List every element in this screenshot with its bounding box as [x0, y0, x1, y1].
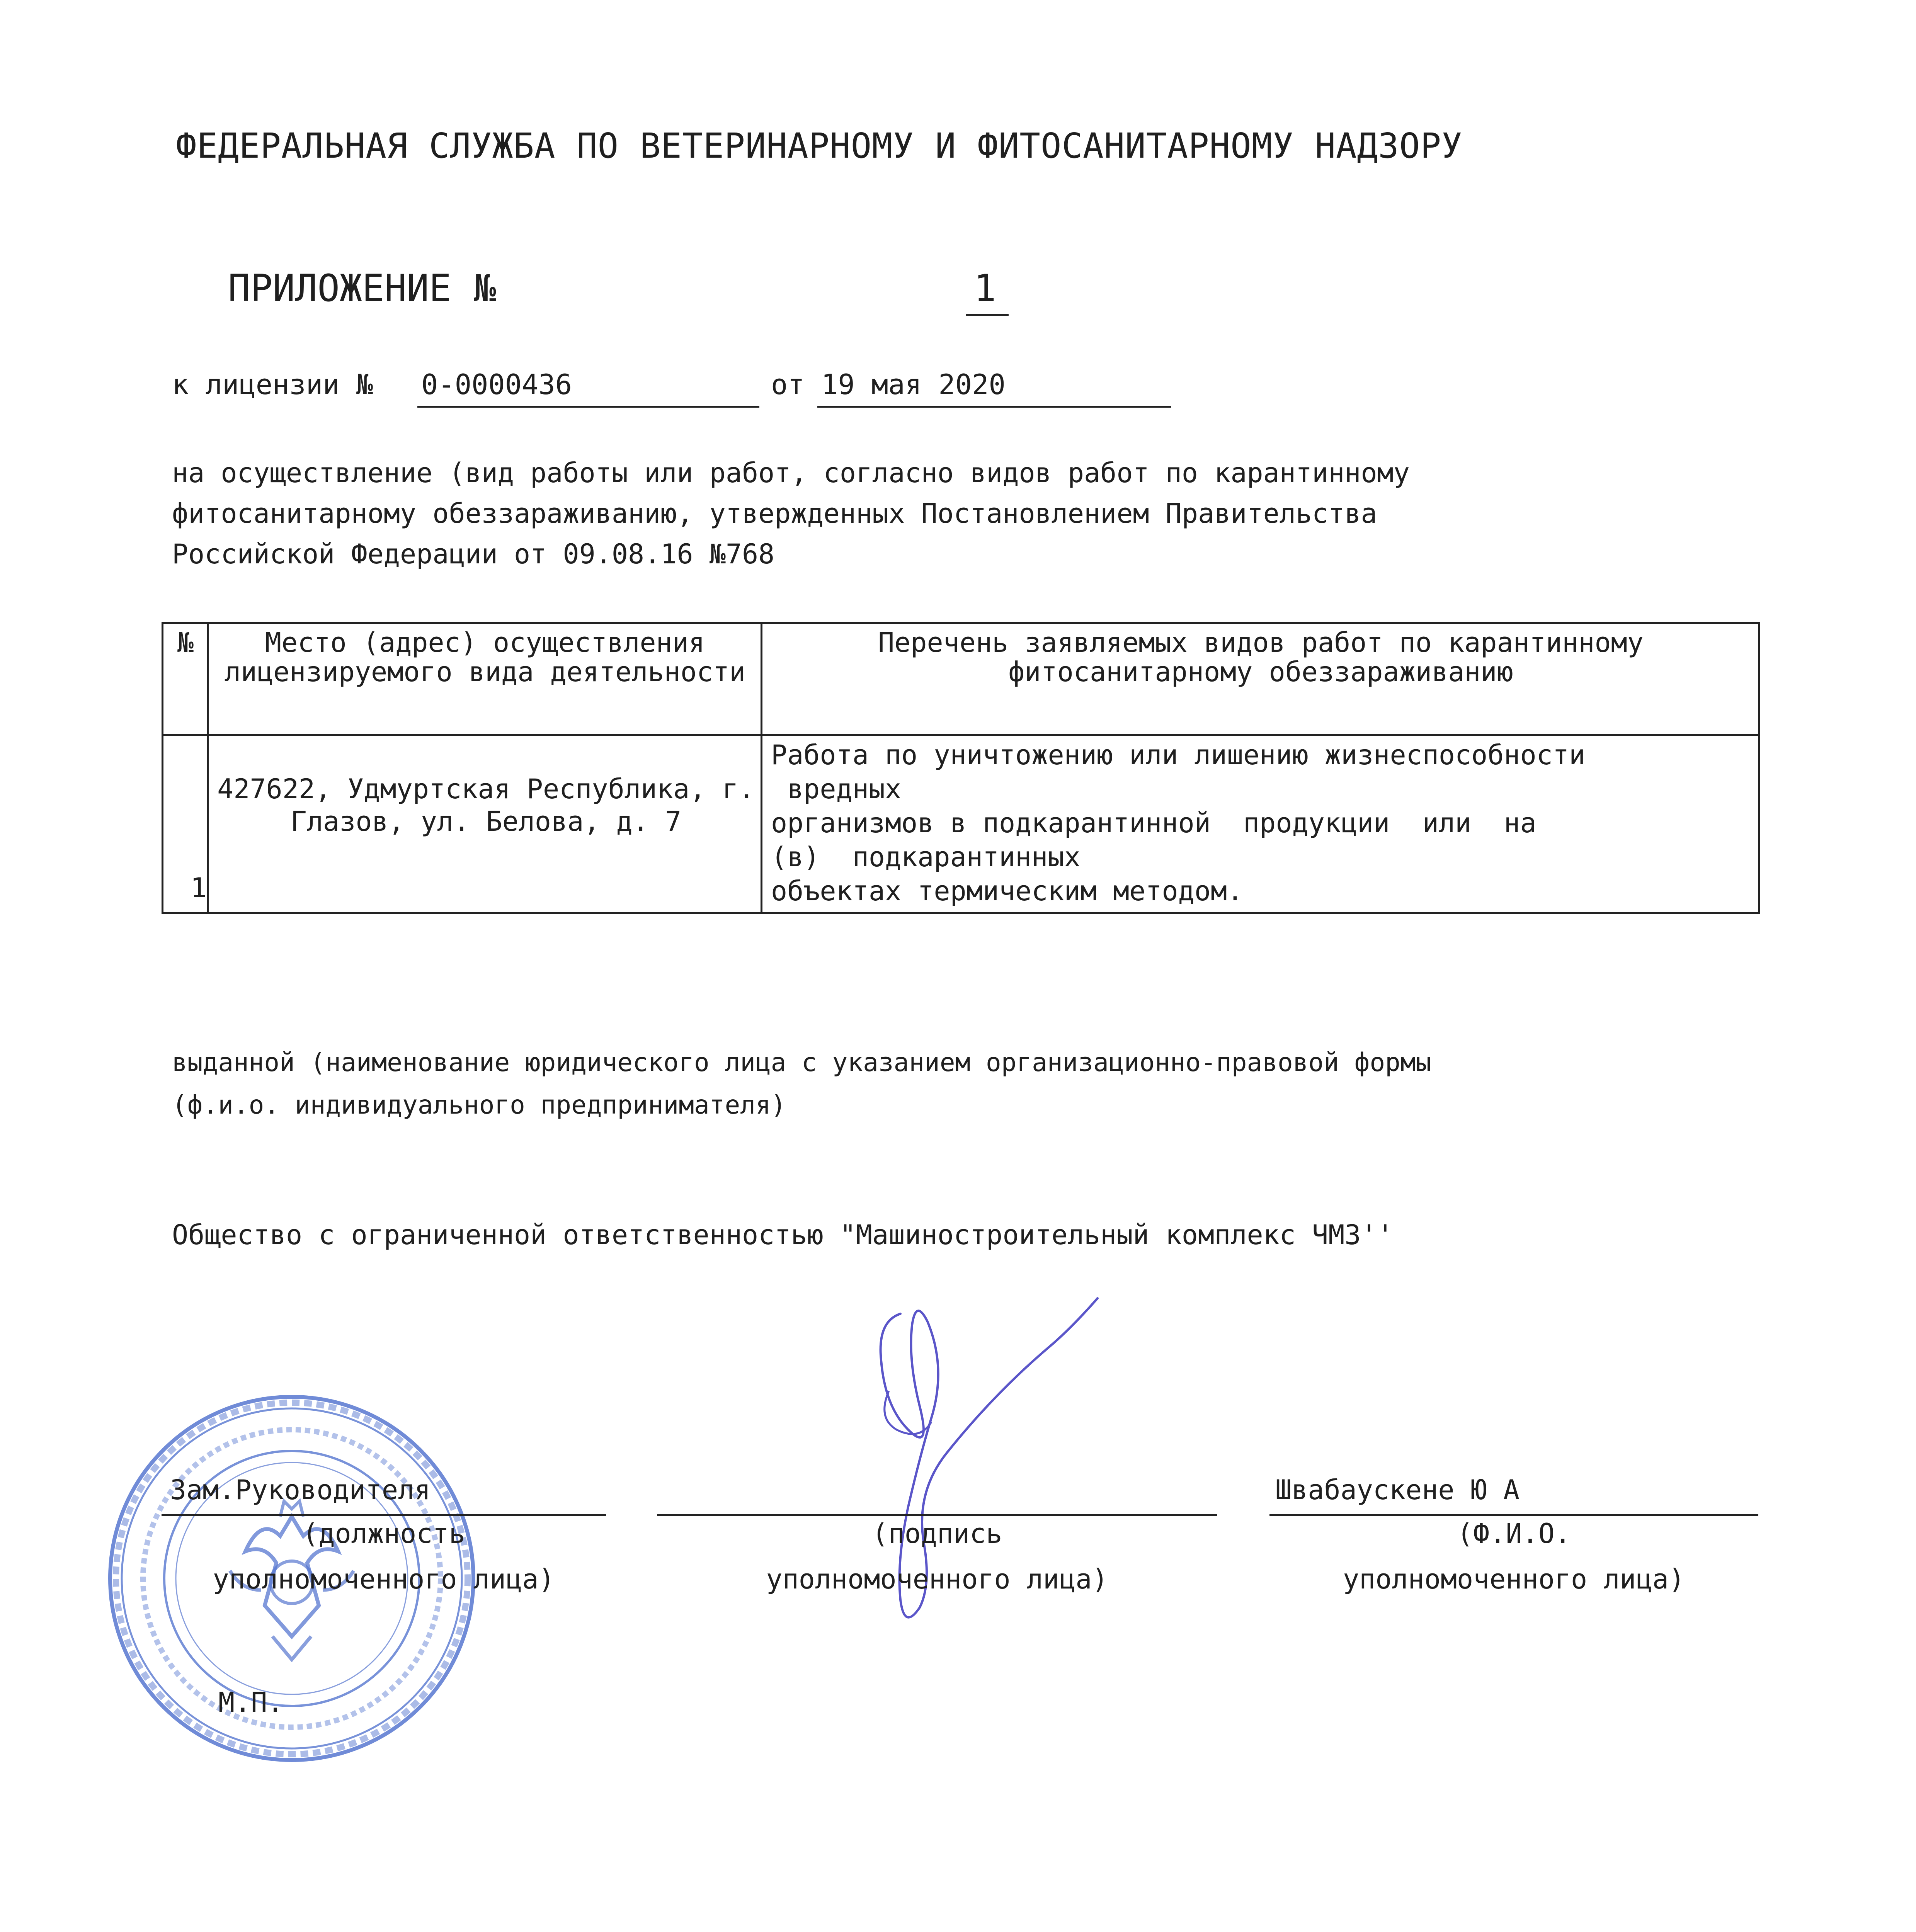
- position-value: Зам.Руководителя: [170, 1474, 431, 1506]
- table-row-works: [771, 738, 1756, 908]
- signature-caption-line-1: (подпись: [872, 1518, 1002, 1549]
- position-caption-line-2: уполномоченного лица): [213, 1563, 555, 1595]
- works-line-4: (в) подкарантинных: [771, 841, 1081, 873]
- license-number: 0-0000436: [421, 368, 572, 401]
- signature-caption-line-2: уполномоченного лица): [766, 1563, 1108, 1595]
- table-col-divider-1: [207, 622, 209, 914]
- table-col-divider-2: [761, 622, 762, 914]
- table-header-divider: [162, 734, 1760, 736]
- license-from-label: от: [771, 368, 805, 401]
- table-header-place: Место (адрес) осуществления лицензируемого вида деятельности: [224, 627, 746, 688]
- authorized-person-name: Швабаускене Ю А: [1275, 1474, 1520, 1506]
- license-date-underline: [817, 406, 1171, 408]
- table-left-border: [162, 622, 163, 914]
- table-header-num: №: [177, 627, 194, 658]
- signature-caption: [657, 1511, 1217, 1602]
- license-number-underline: [417, 406, 759, 408]
- issued-to-block: [172, 1041, 1431, 1126]
- table-row-place: 427622, Удмуртская Республика, г. Глазов, ул. Белова, д. 7: [217, 773, 755, 837]
- organization-name: Общество с ограниченной ответственностью "Машиностроительный комплекс ЧМЗ'': [172, 1219, 1394, 1251]
- name-caption-line-1: (Ф.И.О.: [1457, 1518, 1571, 1549]
- license-date: 19 мая 2020: [821, 368, 1006, 401]
- agency-title: ФЕДЕРАЛЬНАЯ СЛУЖБА ПО ВЕТЕРИНАРНОМУ И ФИТОСАНИТАРНОМУ НАДЗОРУ: [176, 126, 1463, 166]
- works-line-1: Работа по уничтожению или лишению жизнеспособности: [771, 739, 1586, 771]
- table-top-border: [162, 622, 1760, 624]
- table-bottom-border: [162, 912, 1760, 914]
- activity-line-2: фитосанитарному обеззараживанию, утвержденных Постановлением Правительства: [172, 498, 1377, 529]
- position-caption-line-1: (должность: [302, 1518, 465, 1549]
- activity-line-3: Российской Федерации от 09.08.16 №768: [172, 538, 775, 570]
- activity-line-1: на осуществление (вид работы или работ, согласно видов работ по карантинному: [172, 457, 1410, 489]
- works-line-2: вредных: [771, 773, 902, 805]
- table-header-works: Перечень заявляемых видов работ по карантинному фитосанитарному обеззараживанию: [878, 627, 1644, 688]
- works-line-3: организмов в подкарантинной продукции или на: [771, 807, 1537, 839]
- appendix-number: 1: [974, 267, 996, 310]
- issued-to-line-2: (ф.и.о. индивидуального предпринимателя): [172, 1090, 786, 1120]
- seal-place-label: М.П.: [218, 1687, 284, 1718]
- appendix-label: ПРИЛОЖЕНИЕ №: [228, 267, 496, 310]
- name-caption: [1269, 1511, 1758, 1602]
- appendix-number-underline: [966, 314, 1009, 316]
- name-caption-line-2: уполномоченного лица): [1343, 1563, 1685, 1595]
- works-line-5: объектах термическим методом.: [771, 875, 1244, 907]
- issued-to-line-1: выданной (наименование юридического лица с указанием организационно-правовой формы: [172, 1048, 1431, 1077]
- table-right-border: [1758, 622, 1760, 914]
- table-row-num: 1: [190, 872, 207, 904]
- license-prefix: к лицензии №: [172, 368, 373, 401]
- position-caption: [162, 1511, 606, 1602]
- activity-paragraph: [172, 453, 1410, 575]
